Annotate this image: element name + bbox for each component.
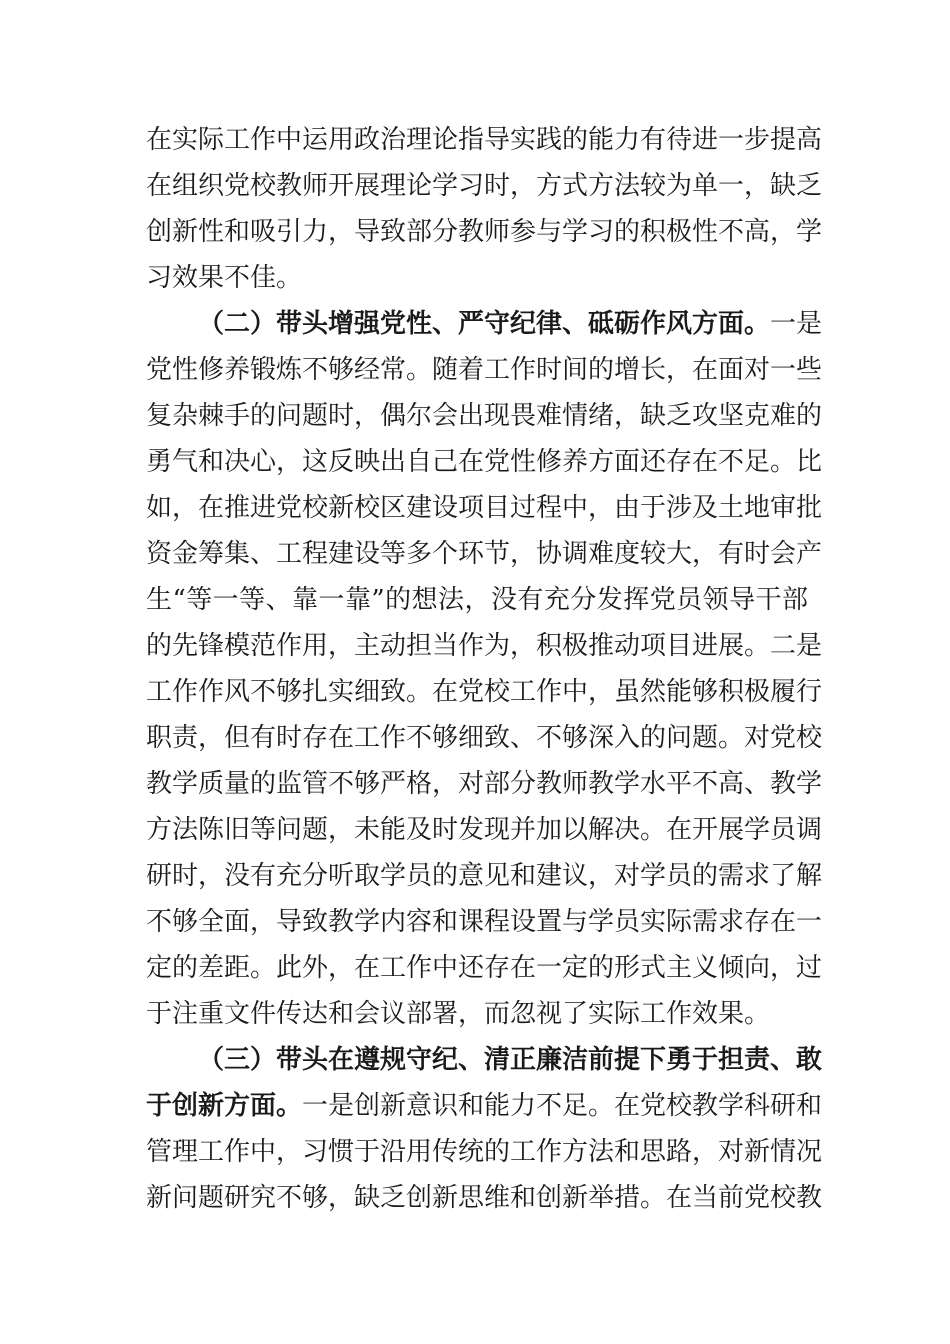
paragraph-2-line-7: 生“等一等、靠一靠”的想法，没有充分发挥党员领导干部 <box>146 585 808 615</box>
paragraph-3-line-3: 管理工作中，习惯于沿用传统的工作方法和思路，对新情况 <box>146 1137 823 1167</box>
section-2-heading: （二）带头增强党性、严守纪律、砥砺作风方面。 <box>198 309 771 339</box>
paragraph-2-first-line <box>198 309 823 339</box>
paragraph-2-line-12: 方法陈旧等问题，未能及时发现并加以解决。在开展学员调 <box>146 815 823 845</box>
paragraph-2-line-14: 不够全面，导致教学内容和课程设置与学员实际需求存在一 <box>146 907 823 937</box>
paragraph-2-line-10: 职责，但有时存在工作不够细致、不够深入的问题。对党校 <box>146 723 823 753</box>
paragraph-2-first-line-rest: 一是 <box>770 309 823 339</box>
paragraph-1-line-1: 在实际工作中运用政治理论指导实践的能力有待进一步提高 <box>146 125 823 155</box>
paragraph-2-line-9: 工作作风不够扎实细致。在党校工作中，虽然能够积极履行 <box>146 677 823 707</box>
paragraph-2-line-4: 勇气和决心，这反映出自己在党性修养方面还存在不足。比 <box>146 447 823 477</box>
paragraph-2-line-6: 资金筹集、工程建设等多个环节，协调难度较大，有时会产 <box>146 539 823 569</box>
paragraph-2-line-5: 如，在推进党校新校区建设项目过程中，由于涉及土地审批 <box>146 493 823 523</box>
paragraph-1-line-4: 习效果不佳。 <box>146 263 303 293</box>
paragraph-2-line-15: 定的差距。此外，在工作中还存在一定的形式主义倾向，过 <box>146 953 823 983</box>
paragraph-3-line-2-rest: 一是创新意识和能力不足。在党校教学科研和 <box>302 1091 823 1121</box>
paragraph-3-line-4: 新问题研究不够，缺乏创新思维和创新举措。在当前党校教 <box>146 1183 823 1213</box>
paragraph-2-line-13: 研时，没有充分听取学员的意见和建议，对学员的需求了解 <box>146 861 823 891</box>
paragraph-2-line-2: 党性修养锻炼不够经常。随着工作时间的增长，在面对一些 <box>146 355 823 385</box>
section-3-heading-line-1: （三）带头在遵规守纪、清正廉洁前提下勇于担责、敢 <box>198 1045 823 1075</box>
paragraph-2-line-11: 教学质量的监管不够严格，对部分教师教学水平不高、教学 <box>146 769 823 799</box>
paragraph-2-line-8: 的先锋模范作用，主动担当作为，积极推动项目进展。二是 <box>146 631 823 661</box>
paragraph-2-line-3: 复杂棘手的问题时，偶尔会出现畏难情绪，缺乏攻坚克难的 <box>146 401 823 431</box>
section-3-heading-line-2: 于创新方面。 <box>146 1091 303 1121</box>
paragraph-1-line-3: 创新性和吸引力，导致部分教师参与学习的积极性不高，学 <box>146 217 823 247</box>
paragraph-1-line-2: 在组织党校教师开展理论学习时，方式方法较为单一，缺乏 <box>146 171 823 201</box>
paragraph-2-line-16: 于注重文件传达和会议部署，而忽视了实际工作效果。 <box>146 999 771 1029</box>
paragraph-3-line-2 <box>146 1091 823 1121</box>
